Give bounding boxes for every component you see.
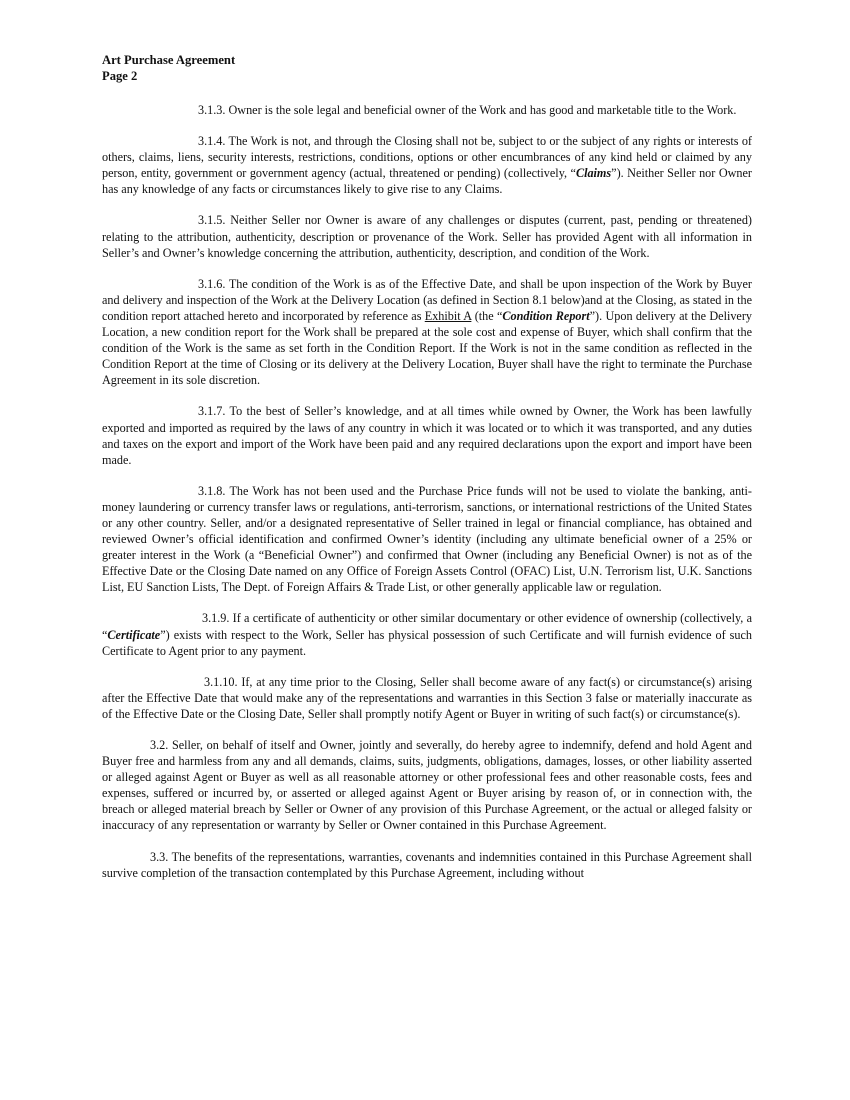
clause-3-1-6: 3.1.6. The condition of the Work is as of the Effective Date, and shall be upon inspection of the Work by Buyer and delivery and inspection of the Work at the Delivery Location (as defined in Section 8.1 below)and at the Closing, as stated in the condition report attached hereto and incorporated by reference as Exhibit A (the “Condition Report”). Upon delivery at the Delivery Location, a new condition report for the Work shall be prepared at the sole cost and expense of Buyer, which shall confirm that the condition of the Work is the same as set forth in the Condition Report. If the Work is not in the same condition as reflected in the Condition Report at the time of Closing or its delivery at the Delivery Location, Buyer shall have the right to terminate the Purchase Agreement in its sole discretion. <box>102 276 752 388</box>
defined-term-condition-report: Condition Report <box>502 308 590 323</box>
clause-3-1-7: 3.1.7. To the best of Seller’s knowledge, and at all times while owned by Owner, the Work has been lawfully exported and imported as required by the laws of any country in which it was located or to which it was transported, and any duties and taxes on the export and import of the Work have been paid and any required declarations upon the export and import have been made. <box>102 404 752 467</box>
clause-3-3: 3.3. The benefits of the representations, warranties, covenants and indemnities contained in this Purchase Agreement shall survive completion of the transaction contemplated by this Purchase Agreement, including without <box>102 849 752 880</box>
clause-3-1-10: 3.1.10. If, at any time prior to the Closing, Seller shall become aware of any fact(s) or circumstance(s) arising after the Effective Date that would make any of the representations and warranties in this Section 3 false or materially inaccurate as of the Effective Date or the Closing Date, Seller shall promptly notify Agent or Buyer in writing of such fact(s) or circumstance(s). <box>102 674 752 721</box>
exhibit-a-link[interactable]: Exhibit A <box>424 308 472 323</box>
clause-3-2: 3.2. Seller, on behalf of itself and Owner, jointly and severally, do hereby agree to indemnify, defend and hold Agent and Buyer free and harmless from any and all demands, claims, suits, judgments, obligations, damages, losses, or other liability asserted or alleged against Agent or Buyer as well as all reasonable attorney or other professional fees and other reasonable costs, fees and expenses, suffered or incurred by, or asserted or alleged against Agent or Buyer arising by reason of, or in connection with, the breach or alleged material breach by Seller or Owner of any provision of this Purchase Agreement, or the actual or alleged falsity or inaccuracy of any representation or warranty by Seller or Owner contained in this Purchase Agreement. <box>102 738 752 833</box>
page-number: Page 2 <box>102 69 138 83</box>
document-title: Art Purchase Agreement <box>102 53 236 67</box>
clause-3-1-4: 3.1.4. The Work is not, and through the Closing shall not be, subject to or the subject of any rights or interests of others, claims, liens, security interests, restrictions, conditions, options or other encumbrances of any kind held or claimed by any person, entity, government or government agency (actual, threatened or pending) (collectively, “Claims”). Neither Seller nor Owner has any knowledge of any facts or circumstances likely to give rise to any Claims. <box>102 134 752 197</box>
clause-3-1-9: 3.1.9. If a certificate of authenticity or other similar documentary or other evidence of ownership (collectively, a “Certificate”) exists with respect to the Work, Seller has physical possession of such Certificate and will furnish evidence of such Certificate to Agent prior to any payment. <box>102 611 752 658</box>
clause-3-1-5: 3.1.5. Neither Seller nor Owner is aware of any challenges or disputes (current, past, pending or threatened) relating to the attribution, authenticity, description or provenance of the Work. Seller has provided Agent with all information in Seller’s and Owner’s knowledge concerning the attribution, authenticity, description, and condition of the Work. <box>102 213 752 260</box>
clause-3-1-3: 3.1.3. Owner is the sole legal and beneficial owner of the Work and has good and marketable title to the Work. <box>198 103 737 117</box>
clause-3-1-8: 3.1.8. The Work has not been used and the Purchase Price funds will not be used to violate the banking, anti-money laundering or currency transfer laws or regulations, anti-terrorism, sanctions, or international restrictions of the United States or any other country. Seller, and/or a designated representative of Seller trained in legal or financial compliance, has obtained and reviewed Owner’s official identification and confirmed Owner’s identity (including any ultimate beneficial owner of a 25% or greater interest in the Work (a “Beneficial Owner”) and confirmed that Owner (including any Beneficial Owner) is not as of the Effective Date or the Closing Date named on any Office of Foreign Assets Control (OFAC) List, U.N. Terrorism list, U.K. Sanctions List, EU Sanction Lists, The Dept. of Foreign Affairs & Trade List, or other generally applicable law or regulation. <box>102 483 752 595</box>
defined-term-claims: Claims <box>575 166 612 181</box>
defined-term-certificate: Certificate <box>107 627 161 642</box>
document-page <box>102 52 752 896</box>
